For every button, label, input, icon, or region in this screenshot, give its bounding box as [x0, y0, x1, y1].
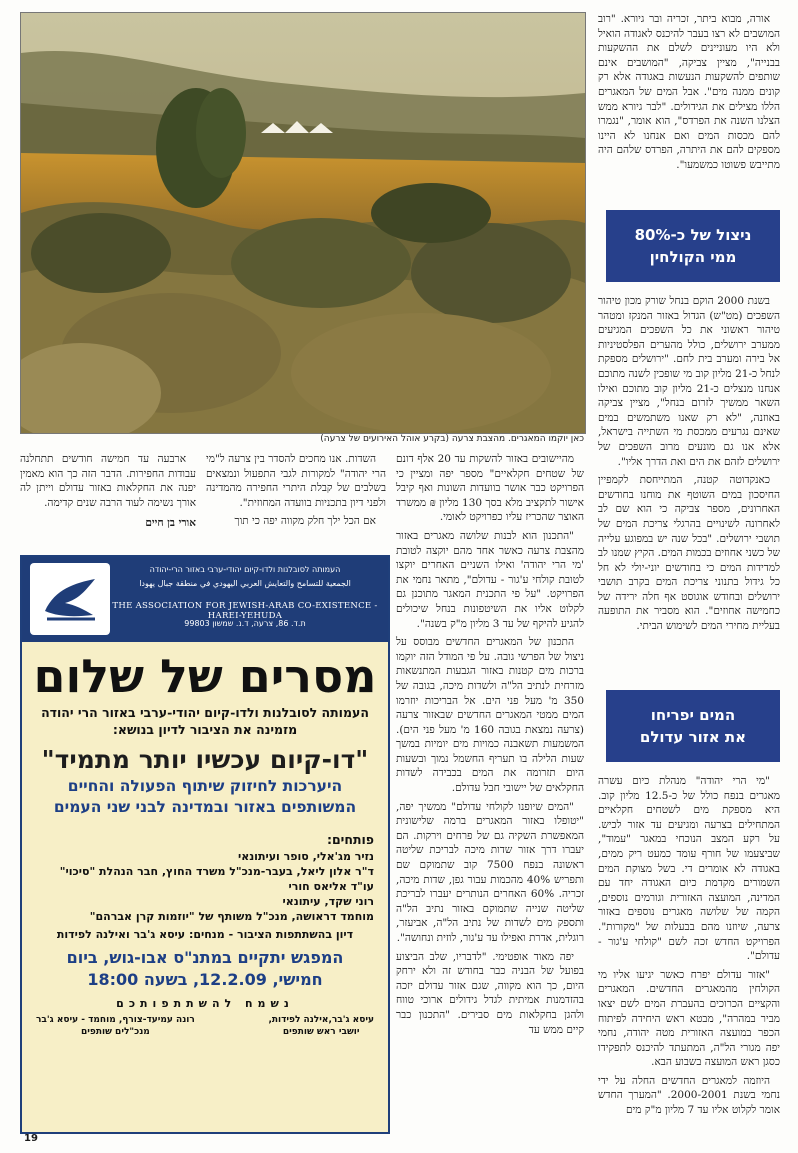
contact-line: רונה עמיעד-צורף, מוחמד - עיסא ג'בר: [36, 1015, 195, 1025]
contact-left: [36, 1014, 195, 1038]
article-column-right-bottom: [598, 774, 780, 1122]
paragraph: "המים שיופנו לקולחי עדולם" ממשיך יפה, "יטופלו באזור המאגרים ברמה שלישונית המאפשרת השקיה גם של פרחים וירקות. הם יעברו דרך אזור שדות מיכה לבריכת שליטה ראשונה בנפח 7500 קוב שתמוקם שם ותפריש 40% מהכמות עבור גפן, שדות מיכה, זכריה. 60% האחרים הנותרים יעברו לבריכת שליטה שנייה שתמוקם באזור נתיב הל"ה ותספק מים לשדות של נתיב הל"ה, אביעזר, רוגלית, אדרת ואפילו עד ע'גור, לוזית ונחושה".: [396, 800, 585, 944]
event-when-line: המפגש יתקיים במתנ"ס אבו-גוש, ביום: [66, 948, 344, 967]
openers-list: [22, 849, 388, 924]
paragraph: "מי הרי יהודה" מנהלת כיום עשרה מאגרים בנפח כולל של כ-12.5 מליון קוב. היא מספקת מים לשטחים חקלאיים המתחילים בצרעה ומגיעים עד אזור לכיש. על רקע המצב הנוכחי במאגר "עמוד", שביצעמו של חורף עומד כמעט ריק ממים, באגודה לא אומרים די. בשל מצוקת המים השמורים מקדמת כיום האגודה יחד עם המדינה, המועצה האזורית וגורמים נוספים, הקמה של שלושה מאגרים נוספים באזור צרעה, שיוזנו מהם בבעלות של "מקורות". הפרויקט החדש זכה לשם "קולחי ע'גור - עדולם".: [598, 775, 780, 963]
contact-right: [268, 1014, 374, 1038]
subhead-line: את אזור עדולם: [639, 728, 747, 746]
paragraph: "אזור עדולם יפרח כאשר יגיעו אליו מי הקולחין מהמאגרים החדשים. המאגרים והקציים הכרוכים בהעברת המים לשם יצאו מביר במהרה", מבטא ראש היחידה לפיתוח הכפר במועצה האזורית מטה יהודה, נחמי יפה מגורי הל"ה, המתעתד להיכנס לתפקידו כסגן ראש המועצה בשבוע הבא.: [598, 968, 780, 1069]
association-name-hebrew: העמותה לסובלנות ולדו-קיום יהודי-ערבי באזור הרי-יהודה: [149, 565, 341, 574]
article-column-right-top: [598, 12, 780, 177]
ad-welcome: נשמח להשתתפותכם: [116, 997, 294, 1010]
paragraph: מהיישובים באזור להשקות עד 20 אלף דונם של שטחים חקלאיים" מספר יפה ומציין כי הפרויקט כבר אושר בוועדות השונות ואף קיבל אישור לתקציב מלא בסך 130 מליון ₪ ממשרד האוצר שהכריז עליו כפרויקט לאומי.: [396, 453, 584, 524]
subhead-line: ניצול של כ-80%: [634, 226, 752, 244]
ad-title: מסרים של שלום: [33, 649, 377, 703]
paragraph: "התכנון הוא לבנות שלושה מאגרים באזור מהצבת צרעה כאשר אחד מהם יוקצה לטובת 'מי הרי יהודה' ואילו השניים האחרים יוקצו לטובת קולחי ע'גור - עדולם", מתאר נחמי את הפרויקט. "על פי התכנית המאגר מתוכנן גם לקלוט אליו את השיטפונות בנחל שיכולים להגיע להיקף של עד 3 מליון מ"ק בשנה".: [396, 529, 584, 630]
article-column-left-b: [20, 452, 196, 535]
paragraph: התכנון של המאגרים החדשים מבוסס על ניצול של הפרשי גובה. על פי המודל הזה יוקמו ברכות מים קטנות באזור הגבעות המתנשאות מזרחית לנתיב הל"ה ולשדות מיכה, בגובה של 350 מ' מעל פני הים. אל הבריכות יוזרמו המים ממטי המאגרים החדשים שבאזור צרעה (צרעה נמצאת בגובה 160 מ' מעל פני הים). המשמעות תשאבנה כמויות מים יומיות במשך שעות הלילה בו תעריף החשמל נמוך ובשעות היום תזרומה את המים בכבידה לשדות החקלאים של יישובי חבל עדולם.: [396, 636, 584, 795]
article-column-left-a: [206, 452, 386, 533]
page-number: 19: [24, 1133, 38, 1144]
paragraph: בשנת 2000 הוקם בנחל שורק מכון טיהור השפכים (מט"ש) הגדול באזור המנקז ומטהר טיהור ראשוני את כל השפכים המגיעים ממערב ירושלים, כולל מהערים הפלסטיניות אל בירה ומערב בית לחם. "ירושלים מספקת לנחל כ-21 מליון קוב מי שופכין לשנה מתוכם אנחנו מנצלים כ-21 מליון קוב מתוכם ואילו השאר ממשיך לזרום בנחל", מציין צביקה באוזנה, "לא רק שאנו משתמשים במים שאינם נגרעים ממכסת מי השתייה בישראל, אלא אנו גם מונעים מרוב השפכים של ירושלים לזהם את הים ואת הדרך אליו".: [598, 295, 780, 468]
paragraph: אם הכל ילך חלק מקווה יפה כי תוך: [234, 515, 376, 528]
contact-line: יושבי ראש שותפים: [282, 1027, 360, 1037]
paragraph: אורה, מבוא ביתר, זכריה ובר גיורא. "רוב המושבים לא רצו בעבר להיכנס לאגודה הואיל ולא היו מעוניינים לשלם את ההשקעות בבנייה", מציין צביקה, "המושבים אינם שותפים להשקעות הנעשות באגודה אלא רק קונים ממנה מים". אבל המים של המאגרים הללו מצילים את הגידולים. "לבר גיורא ממש הצלנו השנה את הפרדס", הוא אומר, "נגמרו להם מכסות המים ואם אנחנו לא היינו מספקים להם את היתרה, הפרדס שלהם היה מתייבש פשוטו כמשמעו".: [598, 13, 780, 171]
landscape-photo: [20, 12, 586, 434]
subhead-water-utilization: [606, 210, 780, 282]
photo-caption: כאן יוקמו המאגרים. מהצבת צרעה (בקרע אוהל האירועים של צרעה): [320, 434, 584, 444]
ad-intro: העמותה לסובלנות ולדו-קיום יהודי-ערבי באזור הרי יהודה מזמינה את הציבור לדיון בנושא:: [41, 705, 369, 737]
association-name-english: THE ASSOCIATION FOR JEWISH-ARAB CO-EXISTENCE - HAREI-YEHUDA: [112, 601, 378, 621]
openers-heading: פותחים:: [326, 832, 374, 847]
ad-subtitle: היערכות לחיזוק שיתוף הפעולה והחיים המשותפים באזור ובמדינה לבני שני העמים: [53, 777, 357, 816]
opener-item: מוחמד דראושה, מנכ"ל משותף של "יוזמות קרן אברהם": [89, 910, 374, 923]
paragraph: יפה מאוד אופטימי. "לדבריו, שלב הביצוע בפועל של הבניה כבר בחודש זה ולא ירחק היום, כך הוא מקווה, שגם אזור עדולם יזכה בהזדמנות אמיתית לגדל גידולים ארוכי טווח ולהגן בחקלאות מים סבירים. "התכנון כבר קיים ממש עד: [396, 950, 584, 1036]
article-column-middle: [396, 452, 584, 1041]
article-column-right-mid: [598, 294, 780, 638]
paragraph: היוזמה למאגרים החדשים החלה על ידי נחמי בשנת 2000-2001. "המערך החדש אומר לקלוט אליו עד 7 מליון מ"ק מים: [598, 1074, 780, 1117]
event-advertisement: [20, 555, 390, 1134]
subhead-water-bloom: [606, 690, 780, 762]
ad-topic: "דו-קיום עכשיו יותר מתמיד": [41, 745, 369, 774]
opener-item: ד"ר אלון ליאל, בעבר-מנכ"ל משרד החוץ, חבר הנהלת "סיכוי": [59, 865, 374, 878]
ad-contacts: [22, 1010, 388, 1038]
event-when: [22, 947, 388, 991]
ad-header: [22, 557, 388, 642]
association-address: ת.ד. 86, צרעה, ד.נ. שמשון 99803: [184, 619, 306, 628]
association-name-arabic: الجمعية للتسامح والتعايش العربي اليهودي في منطقة جبال يهودا: [139, 579, 351, 588]
paragraph: ארבעה עד חמישה חודשים תתחלנה עבודות החפירות. הדבר הזה כך הוא מאמין יפנה את החקלאות באזור עדולם וייתן לה אורך נשימה לעוד הרבה שנים קדימה.: [20, 453, 196, 509]
landscape-illustration: [21, 13, 585, 433]
event-when-line: חמישי, 12.2.09, בשעה 18:00: [87, 970, 323, 989]
debate-moderators: דיון בהשתתפות הציבור - מנחים: עיסא ג'בר ואילנה לפידות: [56, 928, 354, 941]
byline: אורי בן חיים: [145, 517, 196, 530]
contact-line: מנכ"לים שותפים: [81, 1027, 150, 1037]
opener-item: רוני שקד, עיתונאי: [282, 895, 374, 908]
opener-item: עו"ד אליאס חורי: [288, 880, 374, 893]
association-logo: [30, 563, 110, 635]
paragraph: כאנקדוטה קטנה, המתייחסת לקמפיין החיסכון במים השוטף את מוחנו בחודשים האחרונים, מספר צביקה כי הוא שם לב לאחרונה לשינויים בהרגלי צריכת המים של תושבי ירושלים. "בכל שנה יש במפוגע עלייה של כשני אחוזים בכמות המים. הקיץ שמנו לב למדידות המים כי בחודשים יוני-יולי לא חל כל גידול בתנוני צריכת המים בקרב תושבי ירושלים ובחודש אוגוסט אף חלה ירידה של כחמישה אחוזים". הוא מסביר את התופעה בעליית מחירי המים לשימוש הביתי.: [598, 474, 780, 633]
subhead-line: ממי הקולחין: [649, 248, 737, 266]
subhead-line: המים יפריחו: [650, 706, 736, 724]
dove-icon: [35, 569, 105, 629]
opener-item: נזיר מג'אלי, סופר ועיתונאי: [237, 850, 374, 863]
contact-line: עיסא ג'בר,אילנה לפידות,: [268, 1015, 374, 1025]
paragraph: השדות. אנו מחכים להסדר בין צרעה ל"מי הרי יהודה" למקורות לגבי התפעול ונמצאים בשלבים של קבלת היתרי החפירה מהמדינה ולפני דיון בתכניות בוועדה המחוזית".: [206, 453, 386, 509]
